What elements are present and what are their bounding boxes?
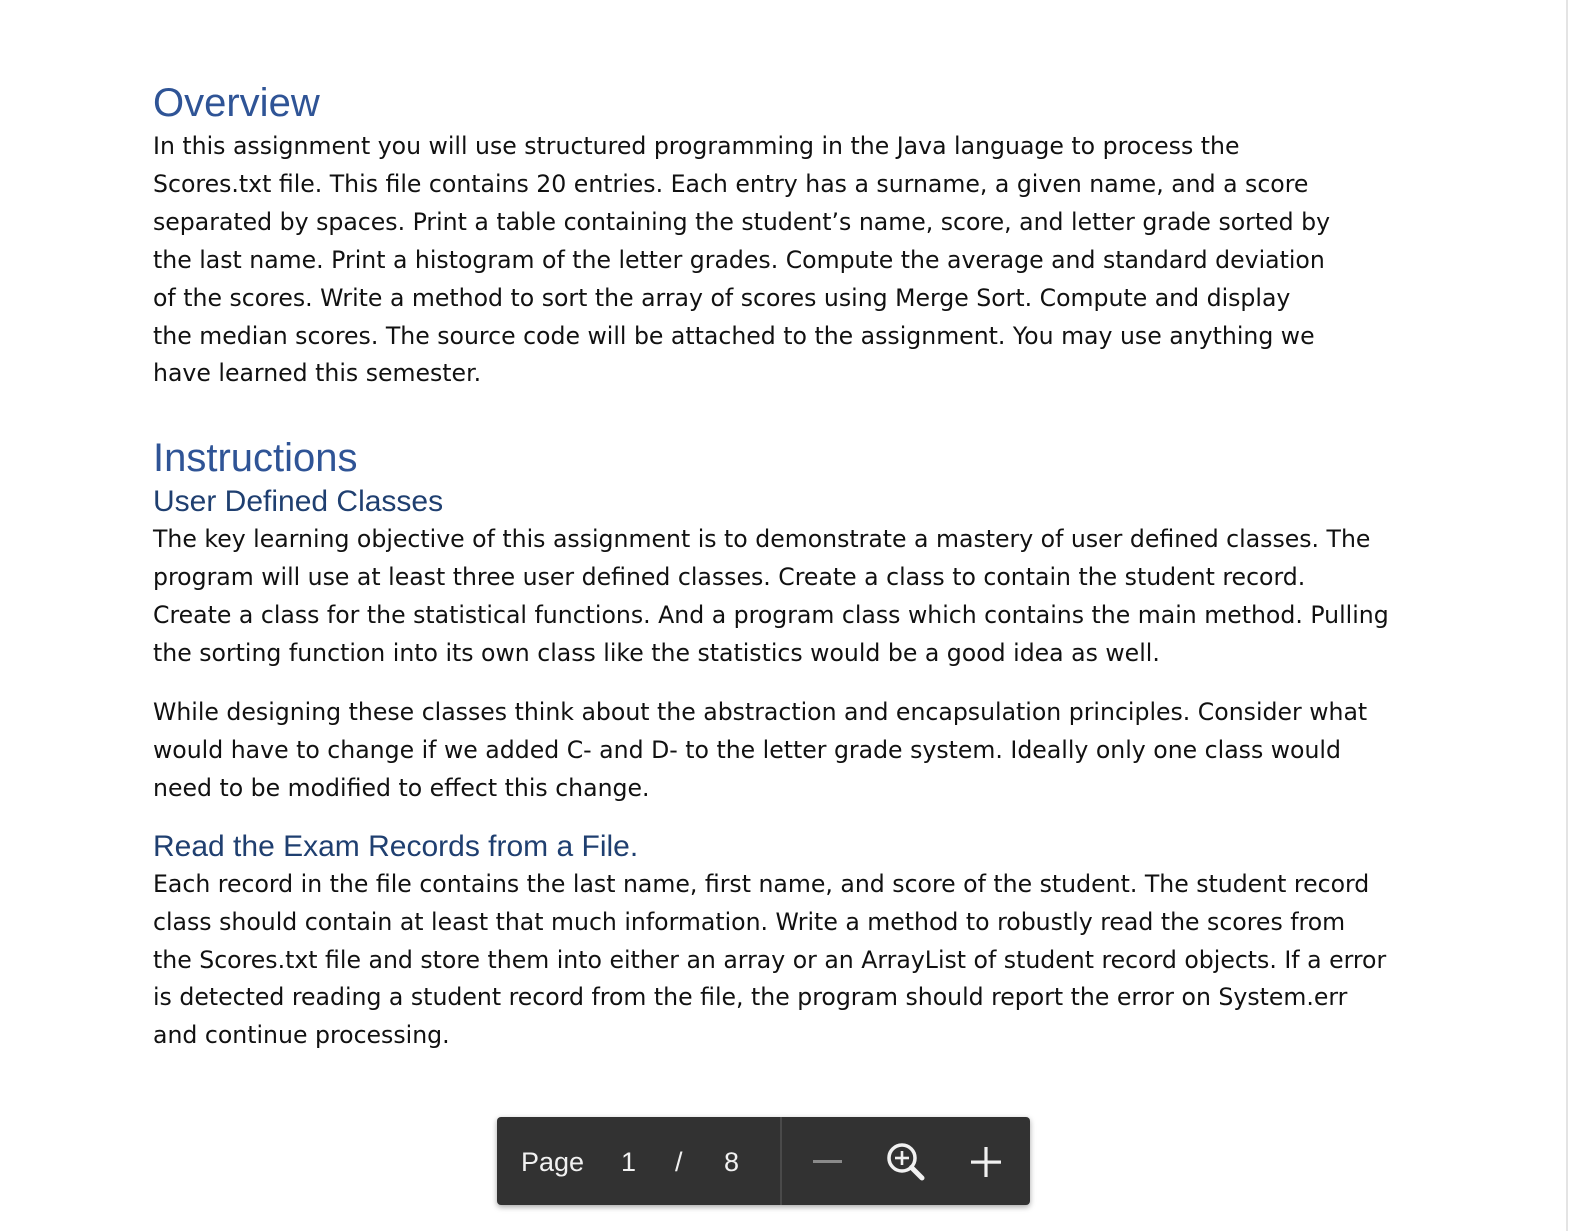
fit-to-page-button[interactable] [883,1139,929,1185]
user-defined-classes-paragraph-2 [153,694,1393,808]
heading-instructions: Instructions [153,436,358,481]
heading-user-defined-classes: User Defined Classes [153,485,444,519]
text-line: would have to change if we added C- and D- to the letter grade system. Ideally only one class would [153,735,1341,764]
text-line: program will use at least three user defined classes. Create a class to contain the student record. [153,563,1306,592]
minus-icon [813,1160,842,1163]
read-records-paragraph [153,866,1393,1056]
text-line: In this assignment you will use structured programming in the Java language to process the [153,132,1240,160]
text-line: the median scores. The source code will be attached to the assignment. You may use anything we [153,321,1315,350]
spacer [153,393,1393,433]
text-line: the last name. Print a histogram of the letter grades. Compute the average and standard deviation [153,245,1325,274]
page-edge-divider [1566,0,1568,1231]
plus-icon [971,1147,1001,1177]
page-separator: / [675,1147,683,1177]
pdf-page-toolbar [497,1117,1030,1205]
heading-read-exam-records: Read the Exam Records from a File. [153,829,639,863]
zoom-in-button[interactable] [963,1139,1009,1185]
heading-overview: Overview [153,81,320,125]
text-line: and continue processing. [153,1021,450,1050]
zoom-out-button[interactable] [804,1139,850,1185]
overview-paragraph [153,128,1393,393]
page-label: Page [521,1147,585,1177]
text-line: class should contain at least that much information. Write a method to robustly read the scores from [153,907,1346,936]
total-pages: 8 [724,1147,740,1177]
text-line: Scores.txt file. This file contains 20 entries. Each entry has a surname, a given name, and a score [153,169,1309,198]
text-line: Each record in the file contains the last name, first name, and score of the student. The student record [153,869,1370,898]
text-line: of the scores. Write a method to sort the array of scores using Merge Sort. Compute and display [153,283,1291,312]
text-line: The key learning objective of this assignment is to demonstrate a mastery of user defined classes. The [153,525,1371,554]
current-page-input[interactable]: 1 [621,1147,637,1177]
text-line: need to be modified to effect this change. [153,773,650,802]
spacer [153,673,1393,694]
text-line: While designing these classes think about the abstraction and encapsulation principles. Consider what [153,697,1368,726]
text-line: Create a class for the statistical functions. And a program class which contains the main method. Pulling [153,601,1389,630]
document-content [153,78,1393,1055]
magnifier-plus-icon [889,1145,922,1178]
text-line: have learned this semester. [153,359,482,388]
text-line: is detected reading a student record from the file, the program should report the error on System.err [153,983,1348,1012]
text-line: the sorting function into its own class like the statistics would be a good idea as well. [153,639,1160,668]
text-line: the Scores.txt file and store them into either an array or an ArrayList of student record objects. If a error [153,945,1387,974]
text-line: separated by spaces. Print a table containing the student’s name, score, and letter grade sorted by [153,207,1331,236]
spacer [153,808,1393,828]
toolbar-divider [780,1117,782,1205]
user-defined-classes-paragraph-1 [153,521,1393,673]
